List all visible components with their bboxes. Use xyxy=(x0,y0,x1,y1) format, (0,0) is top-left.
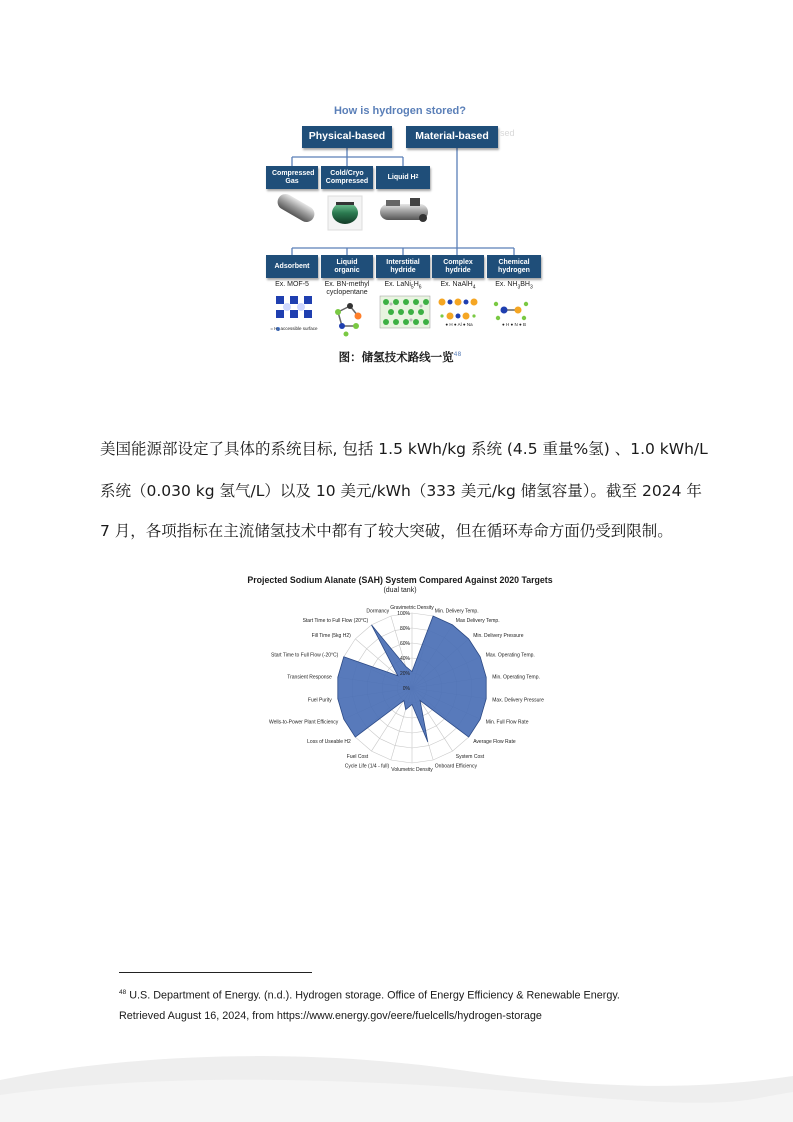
radar-category-label: Min. Operating Temp. xyxy=(492,674,540,681)
example-liquid-organic: Ex. BN-methyl cyclopentane xyxy=(324,281,370,297)
radar-category-label: Min. Delivery Pressure xyxy=(473,633,524,639)
radar-category-label: Max. Delivery Pressure xyxy=(492,697,544,704)
radar-tick-label: 60% xyxy=(399,641,410,647)
interstitial-mid: H xyxy=(413,281,419,288)
radar-tick-label: 40% xyxy=(399,656,410,662)
figure-caption-ref: 48 xyxy=(453,351,462,359)
compressed-gas-label: Compressed Gas xyxy=(272,169,315,185)
liquid-organic-label: Liquid organic xyxy=(334,258,360,274)
radar-tick-label: 80% xyxy=(399,626,410,632)
radar-category-label: Max Delivery Temp. xyxy=(455,617,500,624)
footnote-line-2: Retrieved August 16, 2024, from https://www.energy.gov/eere/fuelcells/hydrogen-storage xyxy=(119,1010,542,1022)
decorative-wave xyxy=(0,1040,793,1122)
radar-category-label: Volumetric Density xyxy=(391,767,433,773)
footnote-ref: 48 xyxy=(119,989,127,996)
radar-category-label: System Cost xyxy=(455,754,485,761)
radar-category-label: Average Flow Rate xyxy=(473,739,516,745)
radar-category-label: Start Time to Full Flow (20°C) xyxy=(302,617,369,624)
complex-sub: 4 xyxy=(472,284,476,291)
example-adsorbent: Ex. MOF-5 xyxy=(275,281,309,288)
figure-caption-text: 图：储氢技术路线一览 xyxy=(338,350,454,364)
chemical-mid: BH xyxy=(520,281,530,288)
interstitial-hydride-label: Interstitial hydride xyxy=(386,258,420,274)
body-paragraph-line-3: 7 月，各项指标在主流储氢技术中都有了较大突破，但在循环寿命方面仍受到限制。 xyxy=(100,522,673,540)
radar-chart-title: Projected Sodium Alanate (SAH) System Compared Against 2020 Targets xyxy=(247,575,553,585)
radar-category-label: Fuel Cost xyxy=(346,754,369,761)
radar-category-label: Cycle Life (1/4 - full) xyxy=(344,763,390,770)
body-paragraph-line-2: 系统（0.030 kg 氢气/L）以及 10 美元/kWh（333 美元/kg 储氢容量）。截至 2024 年 xyxy=(100,482,702,500)
radar-category-label: Fuel Purity xyxy=(307,697,332,704)
complex-hydride-label: Complex hydride xyxy=(443,258,473,274)
complex-legend: ● H ● Al ● Na xyxy=(445,322,473,327)
chemical-hydrogen-label: Chemical hydrogen xyxy=(498,258,530,274)
adsorbent-box: Adsorbent xyxy=(266,255,318,278)
radar-category-label: Min. Full Flow Rate xyxy=(485,719,529,726)
radar-category-label: Min. Delivery Temp. xyxy=(434,608,479,615)
mof-legend: = H₂ accessible surface xyxy=(270,326,318,331)
cryo-compressed-label: Cold/Cryo Compressed xyxy=(325,169,369,185)
footnote-line-1 xyxy=(119,989,620,1002)
chemical-sub1: 3 xyxy=(517,284,521,291)
radar-category-label: Start Time to Full Flow (-20°C) xyxy=(271,652,339,659)
physical-based-box: Physical-based xyxy=(302,126,392,148)
diagram-title: How is hydrogen stored? xyxy=(333,105,466,117)
radar-category-label: Fill Time (5kg H2) xyxy=(311,633,351,639)
chemical-sub2: 3 xyxy=(529,284,533,291)
radar-category-label: Transient Response xyxy=(287,674,332,681)
footnote-text-1: U.S. Department of Energy. (n.d.). Hydrogen storage. Office of Energy Efficiency & Renewable Energy. xyxy=(129,989,620,1002)
radar-category-label: Wells-to-Power Plant Efficiency xyxy=(269,719,339,726)
chemical-legend: ● H ● N ● B xyxy=(502,322,526,327)
radar-category-label: Max. Operating Temp. xyxy=(485,652,535,659)
liquid-h2-sub: 2 xyxy=(415,173,419,180)
footnote-divider xyxy=(119,972,312,973)
radar-chart-subtitle: (dual tank) xyxy=(383,587,417,594)
interstitial-sub2: 6 xyxy=(418,284,422,291)
radar-category-label: Dormancy xyxy=(366,608,390,615)
complex-text: Ex. NaAlH xyxy=(440,281,473,288)
chemical-text: Ex. NH xyxy=(495,281,518,288)
radar-category-label: Onboard Efficiency xyxy=(434,763,477,770)
radar-category-label: Loss of Useable H2 xyxy=(307,739,351,745)
material-based-box: Material-based xyxy=(406,126,498,148)
interstitial-sub1: 5 xyxy=(410,284,414,291)
radar-tick-label: 20% xyxy=(399,671,410,677)
liquid-h2-label: Liquid H xyxy=(387,173,416,181)
faded-label: sed xyxy=(500,128,515,138)
radar-category-label: Gravimetric Density xyxy=(390,605,434,611)
interstitial-text: Ex. LaNi xyxy=(384,281,411,288)
body-paragraph-line-1: 美国能源部设定了具体的系统目标, 包括 1.5 kWh/kg 系统 (4.5 重量%氢) 、1.0 kWh/L xyxy=(100,440,708,458)
radar-tick-label: 100% xyxy=(397,611,410,617)
radar-tick-label: 0% xyxy=(402,686,410,692)
